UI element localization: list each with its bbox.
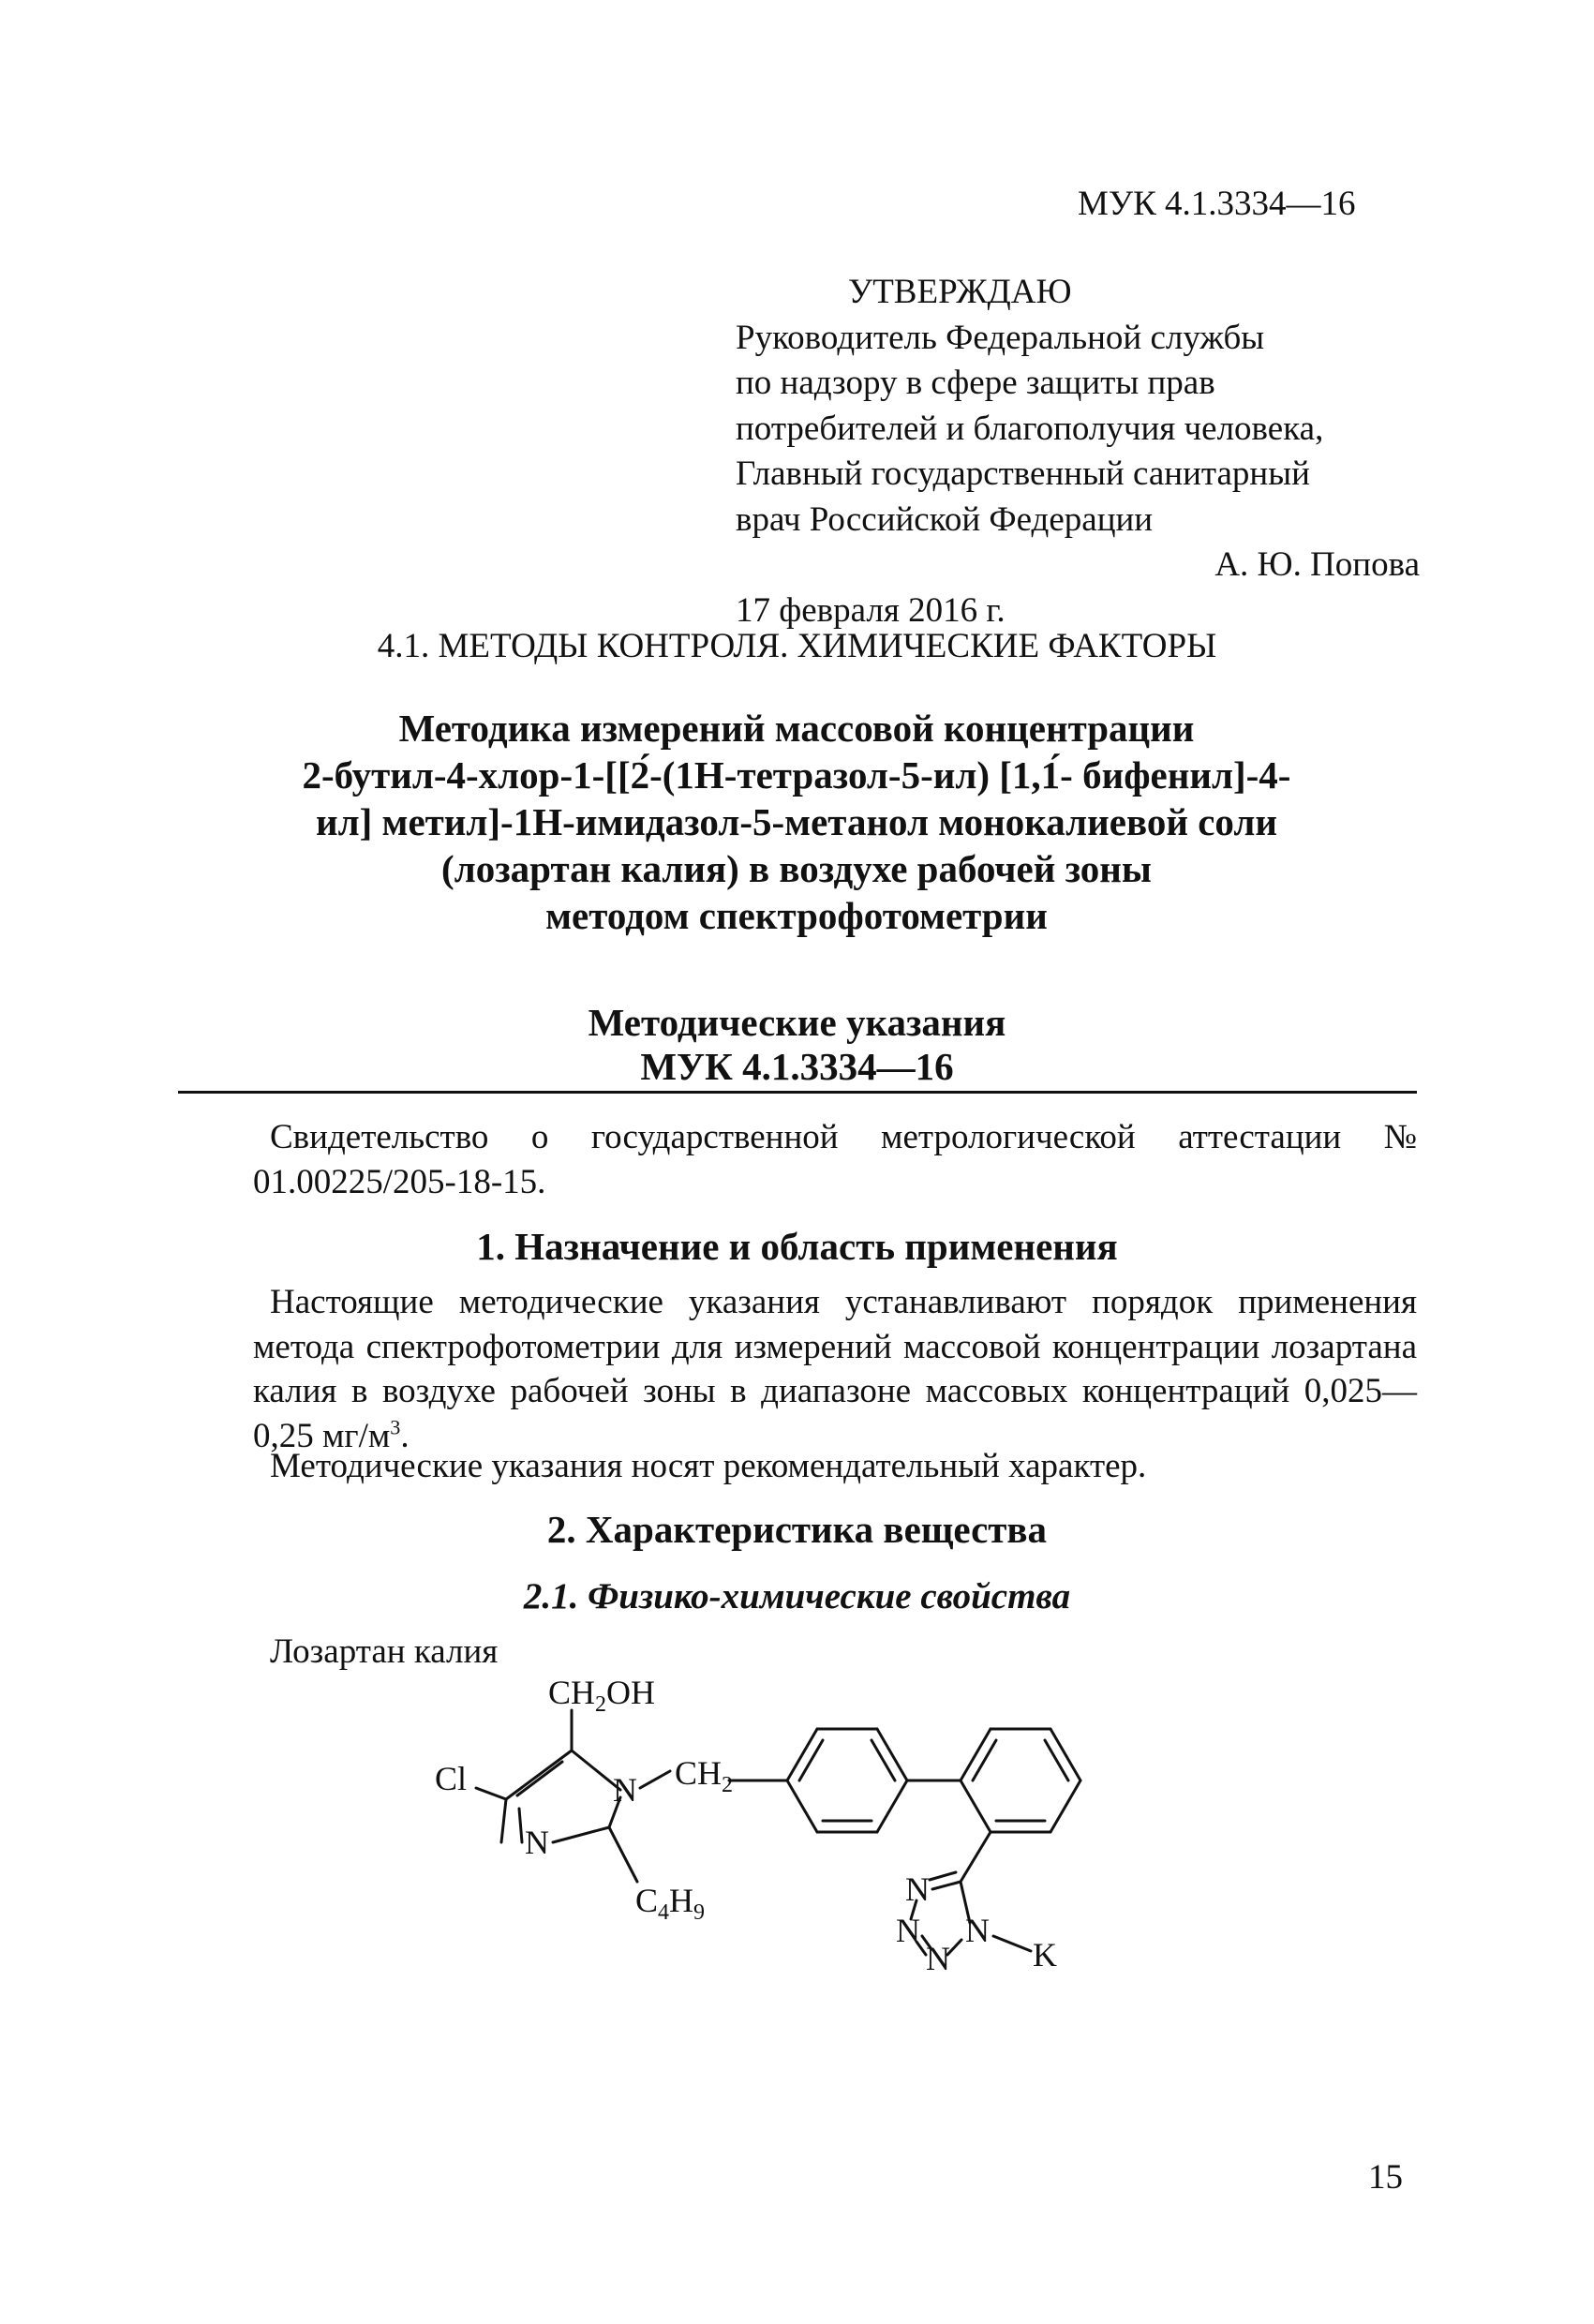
page-number: 15 xyxy=(1368,2158,1403,2197)
subtitle-code: МУК 4.1.3334—16 xyxy=(640,1045,954,1088)
title-line: 2-бутил-4-хлор-1-[[2́-(1Н-тетразол-5-ил) [1,1́- бифенил]-4- xyxy=(302,753,1291,797)
approval-line: врач Российской Федерации xyxy=(736,499,1154,539)
document-title xyxy=(150,705,1443,939)
document-code: МУК 4.1.3334—16 xyxy=(1078,185,1356,223)
section1-heading: 1. Назначение и область применения xyxy=(476,1225,1118,1268)
title-line: (лозартан калия) в воздухе рабочей зоны xyxy=(441,847,1152,890)
section1-paragraph-end: . xyxy=(400,1416,410,1455)
label-tetrazole-n2: N xyxy=(926,1940,950,1977)
structural-formula xyxy=(412,1668,1162,1987)
approval-block xyxy=(736,270,1420,633)
approval-line: по надзору в сфере защиты прав xyxy=(736,364,1215,402)
label-potassium: K xyxy=(1033,1936,1057,1974)
section1-paragraph xyxy=(253,1280,1417,1458)
title-line: Методика измерений массовой концентрации xyxy=(398,707,1195,750)
section2-heading: 2. Характеристика вещества xyxy=(546,1508,1048,1551)
section2-subheading: 2.1. Физико-химические свойства xyxy=(523,1576,1071,1616)
label-cl: Cl xyxy=(435,1760,468,1797)
unit-exponent: 3 xyxy=(390,1415,401,1439)
label-ch2oh: $CH_2OH$ xyxy=(548,1674,656,1717)
label-tetrazole-n4: N xyxy=(905,1870,930,1908)
title-line: методом спектрофотометрии xyxy=(545,894,1048,937)
subtitle-line: Методические указания xyxy=(588,1001,1006,1044)
label-tetrazole-n1: N xyxy=(965,1912,990,1949)
label-n3: N xyxy=(525,1824,549,1861)
section-heading: 4.1. МЕТОДЫ КОНТРОЛЯ. ХИМИЧЕСКИЕ ФАКТОРЫ xyxy=(377,627,1217,665)
approval-line: потребителей и благополучия человека, xyxy=(736,409,1324,448)
approval-signatory: А. Ю. Попова xyxy=(1214,545,1420,584)
divider-rule xyxy=(178,1091,1417,1094)
certificate-text: Свидетельство о государственной метрологической аттестации № 01.00225/205-18-15. xyxy=(253,1118,1417,1201)
section1-paragraph2: Методические указания носят рекомендательный характер. xyxy=(270,1447,1147,1485)
label-c4h9: $C_4H_9$ xyxy=(635,1882,706,1925)
approval-line: Руководитель Федеральной службы xyxy=(736,318,1265,357)
substance-name: Лозартан калия xyxy=(270,1632,499,1671)
approval-title: УТВЕРЖДАЮ xyxy=(848,273,1072,311)
label-tetrazole-n3: N xyxy=(896,1912,920,1949)
section1-paragraph-text: Настоящие методические указания устанавливают порядок применения метода спектрофотометрии для измерений массовой концентрации лозартана калия в воздухе рабочей зоны в диапазоне массовых концентраций 0,025—0,25 мг/м xyxy=(253,1283,1417,1455)
document-subtitle xyxy=(0,1001,1594,1089)
approval-date: 17 февраля 2016 г. xyxy=(736,590,1006,630)
label-n1: N xyxy=(613,1771,637,1809)
label-ch2: $CH_2$ xyxy=(675,1754,734,1797)
title-line: ил] метил]-1Н-имидазол-5-метанол монокалиевой соли xyxy=(315,800,1277,843)
approval-line: Главный государственный санитарный xyxy=(736,454,1310,493)
